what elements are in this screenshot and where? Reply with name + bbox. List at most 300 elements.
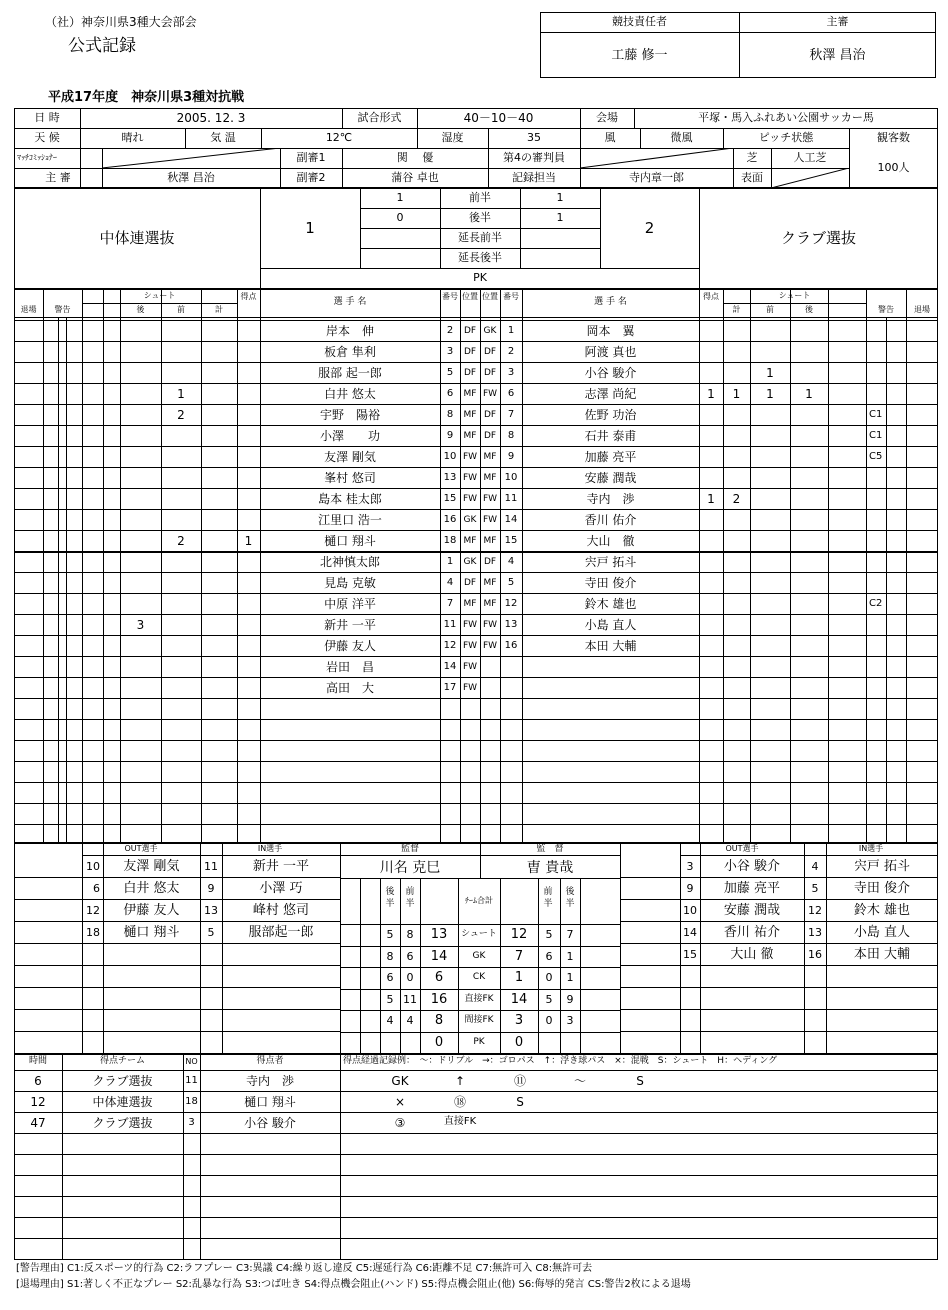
home-player-name: 新井 一平	[324, 618, 376, 632]
stat-away-total: 1	[514, 970, 524, 985]
home-player-number: 10	[443, 451, 457, 462]
home-player-name: 岸本 伸	[325, 324, 374, 338]
home-sub-out-number: 18	[86, 926, 100, 939]
goal-scorer-header: 得点者	[256, 1056, 284, 1066]
home-player-number: 1	[446, 556, 454, 567]
grid-line	[340, 1054, 341, 1260]
away-player-name: 小島 直人	[584, 618, 637, 632]
goal-progress-mark: S	[636, 1074, 644, 1088]
shoot-first-header: 前	[177, 305, 185, 314]
away-sub-in-name: 鈴木 雄也	[853, 903, 911, 918]
home-player-number: 17	[443, 682, 457, 693]
grid-line	[14, 803, 938, 804]
home-shots-second: 3	[136, 618, 145, 632]
away-player-name: 志澤 尚紀	[584, 387, 637, 401]
home-player-position: FW	[462, 452, 478, 462]
away-player-name: 加藤 亮平	[584, 450, 637, 464]
grid-line	[14, 656, 938, 657]
grid-line	[340, 946, 620, 947]
away-player-position: MF	[483, 536, 497, 546]
grid-line	[14, 509, 938, 510]
away-sub-out-name: 大山 徹	[730, 947, 774, 962]
period-label: 延長前半	[458, 231, 502, 244]
home-player-position: MF	[463, 389, 477, 399]
grid-line	[866, 289, 867, 843]
player-header: 選 手 名	[333, 297, 367, 307]
away-sub-in-number: 16	[808, 948, 822, 961]
grid-line	[14, 1091, 938, 1092]
stat-home-total: 16	[430, 991, 448, 1007]
grid-line	[14, 552, 938, 553]
goal-no-header: NO	[185, 1057, 198, 1066]
stat-home-total: 13	[430, 927, 448, 942]
grid-line	[14, 1217, 938, 1218]
exit-header: 退場	[914, 305, 930, 314]
away-player-number: 16	[504, 640, 518, 651]
away-player-name: 小谷 駿介	[584, 366, 637, 380]
recorder-label: 記録担当	[512, 171, 556, 184]
away-in-header: IN選手	[858, 844, 884, 853]
home-player-position: MF	[463, 536, 477, 546]
grid-line	[14, 635, 938, 636]
stats-second-header: 後半	[385, 887, 395, 909]
grid-line	[14, 877, 340, 878]
warning-reasons: [警告理由] C1:反スポーツ的行為 C2:ラフプレー C3:異議 C4:繰り返し違反 C5:遅延行為 C6:距離不足 C7:無許可入 C8:無許可去	[16, 1263, 593, 1274]
period-away-score: 1	[556, 211, 564, 224]
home-player-number: 8	[446, 409, 454, 420]
period-label: PK	[473, 271, 487, 284]
home-player-number: 6	[446, 388, 454, 399]
away-warning: C1	[869, 409, 883, 420]
away-goals: 1	[707, 387, 715, 401]
grid-line	[43, 289, 44, 843]
goal-number: 18	[185, 1096, 198, 1107]
grid-line	[886, 317, 887, 843]
away-player-name: 本田 大輔	[584, 639, 637, 653]
away-player-position: MF	[483, 578, 497, 588]
home-out-header: OUT選手	[124, 844, 158, 853]
weather-label: 天 候	[34, 131, 60, 144]
grid-line	[906, 289, 907, 843]
period-home-score: 0	[396, 211, 404, 224]
away-sub-out-number: 10	[683, 904, 697, 917]
grid-line	[82, 289, 83, 843]
grid-line	[620, 843, 621, 1054]
home-sub-out-name: 友澤 剛気	[123, 859, 180, 874]
grid-line	[620, 943, 938, 944]
org-name: （社）神奈川県3種大会部会	[45, 15, 197, 29]
referee-label: 主 審	[45, 171, 71, 184]
home-player-number: 9	[446, 430, 454, 441]
grid-line	[14, 383, 938, 384]
period-away-score: 1	[556, 191, 564, 204]
grid-line	[82, 303, 237, 304]
away-sub-in-name: 宍戸 拓斗	[853, 859, 911, 874]
stat-away-second: 1	[566, 949, 574, 963]
date-label: 日 時	[34, 111, 60, 124]
home-sub-in-number: 9	[207, 882, 215, 895]
grid-line	[340, 1032, 620, 1033]
grid-line	[14, 362, 938, 363]
shoot-header: シュート	[143, 291, 176, 300]
fourth-slash	[580, 148, 733, 168]
grid-line	[14, 824, 938, 825]
grid-line	[14, 1175, 938, 1176]
grid-line	[14, 1196, 938, 1197]
away-player-name: 大山 徹	[586, 534, 635, 548]
away-goals: 1	[707, 492, 715, 506]
grid-line	[14, 446, 938, 447]
home-in-header: IN選手	[257, 844, 283, 853]
away-player-number: 6	[507, 388, 515, 399]
home-player-position: DF	[463, 347, 477, 357]
home-player-position: FW	[462, 683, 478, 693]
grid-line	[680, 855, 938, 856]
away-player-number: 8	[507, 430, 515, 441]
away-player-number: 3	[507, 367, 515, 378]
grid-line	[14, 899, 340, 900]
grid-line	[14, 1112, 938, 1113]
grid-line	[360, 878, 361, 1054]
grid-line	[14, 425, 938, 426]
away-out-header: OUT選手	[725, 844, 759, 853]
commissioner-label: ﾏｯﾁｺﾐｯｼｮﾅｰ	[17, 153, 57, 162]
grid-line	[14, 921, 340, 922]
stat-label: GK	[472, 950, 486, 961]
format-value: 40－10－40	[463, 111, 534, 125]
home-player-position: GK	[463, 515, 477, 525]
grid-line	[790, 289, 791, 843]
home-player-name: 伊藤 友人	[324, 639, 376, 653]
home-player-number: 14	[443, 661, 457, 672]
grid-line	[82, 855, 340, 856]
grid-line	[14, 1031, 340, 1032]
home-sub-out-name: 樋口 翔斗	[123, 925, 180, 940]
grid-line	[620, 987, 938, 988]
away-player-name: 宍戸 拓斗	[584, 555, 637, 569]
stat-away-total: 7	[514, 948, 524, 964]
away-player-name: 安藤 潤哉	[584, 471, 637, 485]
away-player-name: 寺内 渉	[586, 492, 635, 506]
exit-header: 退場	[20, 305, 37, 314]
goal-legend: 得点経過記録例： ～：ドリブル →：ゴロパス ↑：浮き球パス ×：混戦 S：シュート H：ヘディング	[343, 1056, 778, 1066]
home-sub-out-number: 12	[86, 904, 100, 917]
stat-away-first: 0	[545, 971, 553, 984]
grid-line	[380, 878, 381, 1054]
away-warning: C5	[869, 451, 883, 462]
home-player-position: MF	[463, 599, 477, 609]
stat-home-total: 14	[430, 948, 448, 964]
grid-line	[340, 967, 620, 968]
goal-number: 11	[185, 1075, 198, 1086]
ar2-label: 副審2	[296, 171, 326, 184]
stat-away-total: 14	[510, 991, 528, 1007]
format-label: 試合形式	[357, 111, 402, 124]
home-sub-in-number: 11	[204, 860, 218, 873]
stat-away-first: 5	[545, 928, 553, 941]
goal-number: 3	[188, 1117, 195, 1128]
surface-slash	[771, 168, 849, 188]
pitch-label: ピッチ状態	[758, 131, 814, 144]
ar2-value: 蒲谷 卓也	[391, 171, 439, 184]
shoot-total-header: 計	[215, 305, 223, 314]
stat-home-first: 4	[406, 1014, 414, 1027]
away-player-number: 4	[507, 556, 515, 567]
stat-away-total: 0	[514, 1034, 524, 1050]
away-shots-total: 1	[732, 387, 741, 401]
stat-away-second: 1	[566, 971, 574, 984]
home-player-position: FW	[462, 494, 478, 504]
grid-line	[828, 289, 829, 843]
shoot-header: シュート	[778, 291, 811, 300]
away-sub-in-number: 12	[808, 904, 822, 917]
grid-line	[620, 1031, 938, 1032]
grid-line	[723, 289, 724, 843]
away-sub-in-number: 4	[811, 860, 819, 873]
away-player-name: 石井 泰甫	[584, 429, 637, 443]
away-coach-label: 監 督	[536, 844, 564, 854]
away-sub-in-number: 13	[808, 926, 822, 939]
goal-progress-mark: S	[516, 1095, 524, 1109]
grid-line	[201, 289, 202, 843]
stat-home-second: 8	[386, 949, 394, 963]
home-sub-out-number: 10	[86, 860, 100, 873]
away-player-number: 2	[507, 346, 515, 357]
away-shots-first: 1	[766, 366, 774, 380]
period-home-score: 1	[396, 191, 404, 204]
away-player-number: 15	[504, 535, 518, 546]
stat-away-second: 9	[566, 992, 574, 1006]
grid-line	[14, 677, 938, 678]
stat-home-first: 11	[403, 992, 417, 1006]
stat-away-total: 12	[510, 927, 528, 942]
away-player-number: 5	[507, 577, 515, 588]
home-player-name: 宇野 陽裕	[319, 408, 380, 422]
away-shots-first: 1	[766, 387, 774, 401]
grid-line	[14, 530, 938, 531]
home-goals: 1	[244, 534, 253, 548]
stats-first-header: 前半	[543, 887, 553, 909]
grid-line	[14, 593, 938, 594]
home-player-number: 13	[443, 472, 457, 483]
home-player-position: GK	[463, 557, 477, 567]
stats-first-header: 前半	[405, 887, 415, 909]
match-title: 平成17年度 神奈川県3種対抗戦	[48, 90, 245, 105]
grid-line	[14, 987, 340, 988]
home-shots-first: 1	[177, 387, 185, 401]
home-team-name: 中体連選抜	[99, 229, 175, 247]
goal-team: クラブ選抜	[92, 1116, 153, 1130]
number-header: 番号	[442, 292, 458, 301]
stat-label: シュート	[461, 929, 497, 939]
home-player-number: 2	[446, 325, 454, 336]
home-player-name: 岩田 昌	[325, 660, 374, 674]
away-sub-in-name: 本田 大輔	[853, 947, 911, 962]
stat-home-first: 8	[406, 928, 414, 941]
stat-label: CK	[472, 972, 486, 982]
home-player-name: 峯村 悠司	[324, 471, 376, 485]
grid-line	[620, 1009, 938, 1010]
fourth-label: 第4の審判員	[503, 151, 565, 164]
grid-line	[14, 943, 340, 944]
goal-time: 6	[34, 1074, 42, 1088]
stats-title: ﾁｰﾑ合計	[465, 896, 493, 905]
number-header: 番号	[503, 292, 519, 301]
home-sub-out-name: 伊藤 友人	[123, 903, 180, 918]
grid-line	[14, 1133, 938, 1134]
away-sub-in-number: 5	[811, 882, 819, 895]
referee-top-name: 秋澤 昌治	[809, 48, 866, 63]
grid-line	[14, 1070, 938, 1071]
ar1-label: 副審1	[296, 151, 326, 164]
home-sub-in-number: 13	[204, 904, 218, 917]
goal-scorer: 樋口 翔斗	[244, 1095, 296, 1109]
home-sub-out-number: 6	[93, 882, 100, 895]
goal-time-header: 時間	[28, 1056, 47, 1066]
away-player-name: 鈴木 雄也	[584, 597, 637, 611]
home-player-name: 見島 克敏	[324, 576, 376, 590]
stat-home-first: 0	[406, 971, 414, 984]
away-player-position: FW	[482, 389, 498, 399]
responsible-name: 工藤 修一	[611, 48, 668, 63]
grid-line	[161, 289, 162, 843]
away-sub-out-name: 香川 祐介	[723, 925, 781, 940]
away-sub-out-name: 安藤 潤哉	[723, 903, 781, 918]
grid-line	[14, 1238, 938, 1239]
period-label: 前半	[469, 191, 491, 204]
grid-line	[620, 921, 938, 922]
grid-line	[620, 965, 938, 966]
home-sub-in-name: 服部起一郎	[248, 925, 314, 940]
home-sub-in-name: 新井 一平	[252, 859, 310, 874]
home-player-position: DF	[463, 326, 477, 336]
grid-line	[340, 855, 620, 856]
home-sub-in-name: 小澤 巧	[259, 881, 303, 896]
home-player-name: 板倉 隼利	[324, 345, 376, 359]
stat-home-second: 5	[386, 992, 394, 1006]
grid-line	[222, 843, 223, 1054]
home-player-name: 白井 悠太	[324, 387, 376, 401]
away-sub-out-number: 9	[686, 882, 694, 895]
goal-team: クラブ選抜	[92, 1074, 153, 1088]
goal-team-header: 得点チーム	[99, 1056, 145, 1066]
grid-line	[340, 878, 620, 879]
home-player-number: 3	[446, 346, 454, 357]
surface-label: 表面	[741, 171, 763, 184]
commissioner-slash	[102, 148, 280, 168]
grid-line	[14, 572, 938, 573]
period-label: 延長後半	[458, 251, 502, 264]
away-player-name: 寺田 俊介	[584, 576, 637, 590]
venue-value: 平塚・馬入ふれあい公園サッカー馬	[698, 111, 874, 124]
goal-team: 中体連選抜	[92, 1095, 153, 1109]
home-player-number: 7	[446, 598, 454, 609]
goal-progress-mark: ～	[573, 1074, 586, 1088]
stat-away-first: 5	[545, 992, 553, 1006]
home-player-number: 12	[443, 640, 457, 651]
grid-line	[103, 289, 104, 843]
grid-line	[14, 719, 938, 720]
away-player-name: 香川 佑介	[584, 513, 637, 527]
away-sub-out-name: 小谷 駿介	[723, 859, 781, 874]
grid-line	[14, 614, 938, 615]
stat-home-total: 0	[434, 1034, 444, 1050]
stat-home-first: 6	[406, 949, 414, 963]
stat-away-first: 0	[545, 1014, 553, 1027]
grid-line	[14, 782, 938, 783]
grid-line	[620, 899, 938, 900]
grid-line	[200, 843, 201, 1054]
home-player-position: FW	[462, 641, 478, 651]
away-player-number: 13	[504, 619, 518, 630]
home-player-name: 小澤 功	[319, 429, 380, 443]
grid-line	[14, 698, 938, 699]
stat-home-second: 4	[386, 1014, 394, 1027]
away-player-position: FW	[482, 620, 498, 630]
wind-value: 微風	[670, 131, 693, 144]
grid-line	[14, 740, 938, 741]
home-player-name: 高田 大	[325, 681, 374, 695]
doc-title: 公式記録	[68, 36, 136, 56]
goal-header: 得点	[240, 292, 257, 301]
away-warning: C2	[869, 598, 883, 609]
grid-line	[340, 989, 620, 990]
home-player-number: 11	[443, 619, 457, 630]
goal-progress-mark: 直接FK	[443, 1116, 477, 1127]
away-player-number: 7	[507, 409, 515, 420]
away-total-score: 2	[644, 219, 655, 237]
home-player-position: DF	[463, 578, 477, 588]
away-team-name: クラブ選抜	[780, 229, 856, 247]
stat-away-total: 3	[514, 1013, 524, 1028]
away-player-position: FW	[482, 641, 498, 651]
grid-line	[14, 965, 340, 966]
away-player-position: GK	[483, 326, 497, 336]
grid-line	[400, 878, 401, 1054]
humidity-label: 湿度	[441, 131, 464, 144]
away-sub-in-name: 寺田 俊介	[853, 881, 911, 896]
grid-line	[237, 289, 238, 843]
home-player-number: 4	[446, 577, 454, 588]
grid-line	[14, 317, 938, 318]
date-value: 2005. 12. 3	[176, 111, 246, 125]
away-player-name: 岡本 翼	[586, 324, 635, 338]
home-player-position: FW	[462, 473, 478, 483]
stat-home-second: 6	[386, 971, 394, 984]
home-player-number: 16	[443, 514, 457, 525]
goal-scorer: 寺内 渉	[245, 1074, 294, 1088]
position-header: 位置	[482, 292, 498, 301]
venue-label: 会場	[596, 111, 618, 124]
grid-line	[580, 878, 581, 1054]
home-sub-out-name: 白井 悠太	[123, 881, 180, 896]
grid-line	[14, 320, 938, 321]
grid-line	[538, 878, 539, 1054]
grid-line	[120, 289, 121, 843]
shoot-first-header: 前	[766, 305, 774, 314]
grid-line	[14, 341, 938, 342]
home-total-score: 1	[305, 219, 315, 237]
goal-progress-mark: ↑	[454, 1074, 466, 1088]
spectators-label: 観客数	[877, 131, 910, 144]
away-player-position: DF	[483, 347, 497, 357]
referee-top-label: 主審	[826, 15, 849, 28]
grid-line	[723, 303, 866, 304]
away-player-number: 10	[504, 472, 518, 483]
responsible-label: 競技責任者	[612, 15, 667, 28]
warn-header: 警告	[878, 305, 894, 314]
stat-label: PK	[473, 1036, 485, 1047]
